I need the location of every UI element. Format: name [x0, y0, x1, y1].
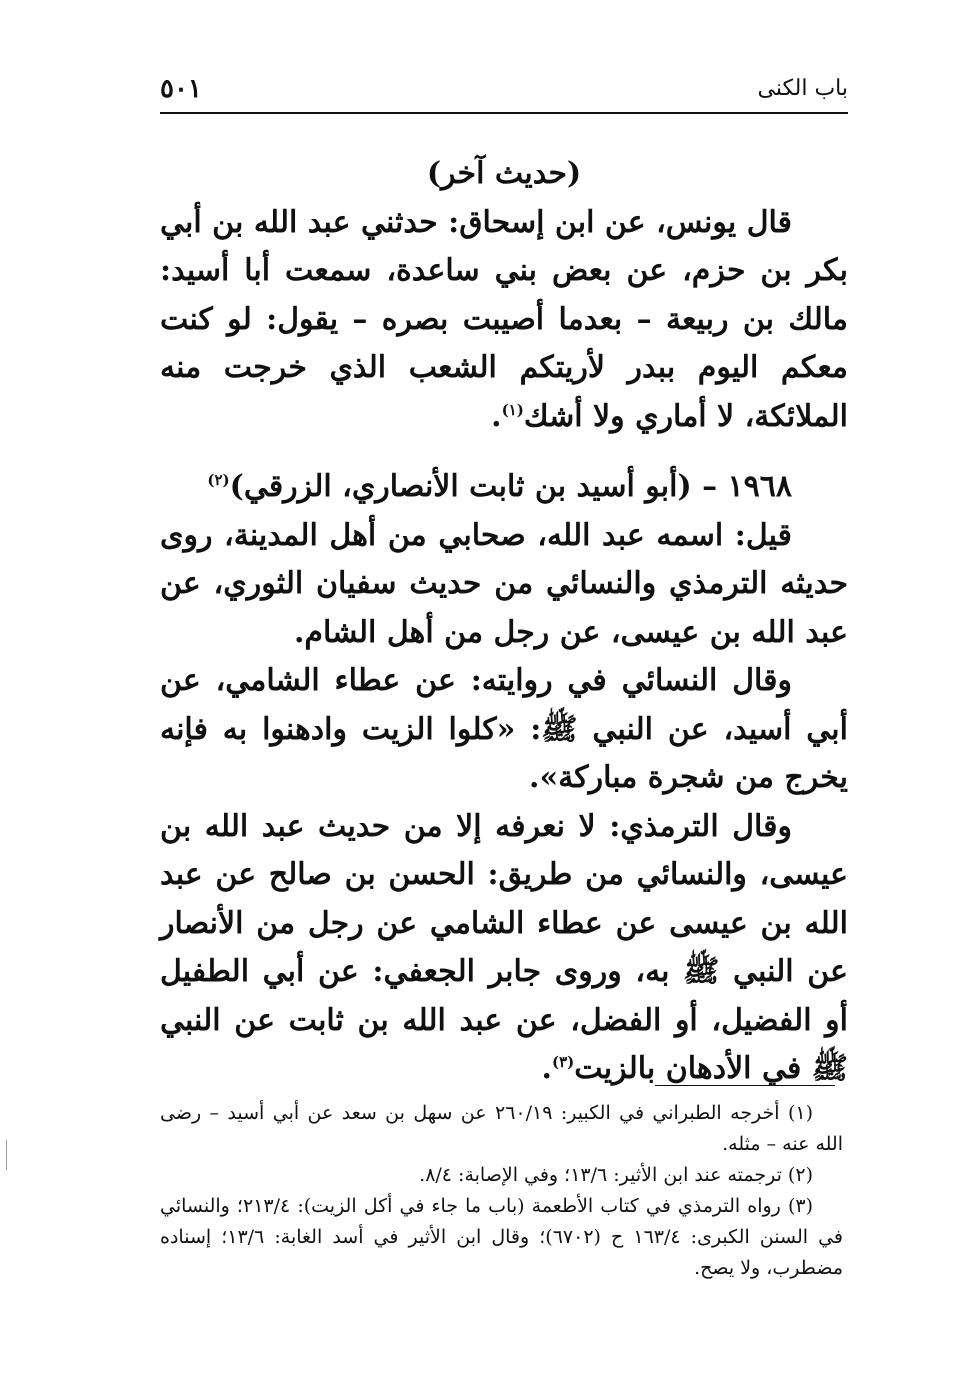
page-number: ٥٠١ — [160, 74, 202, 104]
paragraph: وقال النسائي في روايته: عن عطاء الشامي، عن أبي أسيد، عن النبي ﷺ: «كلوا الزيت وادهنوا به فإنه يخرج من شجرة مباركة». — [160, 663, 848, 795]
scan-margin-mark — [6, 1140, 7, 1170]
footnote-ref: (٢) — [207, 471, 230, 489]
entry-title: ١٩٦٨ – (أبو أسيد بن ثابت الأنصاري، الزرقي) — [229, 469, 792, 504]
footnote: (٣) رواه الترمذي في كتاب الأطعمة (باب ما جاء في أكل الزيت): ٢١٣/٤؛ والنسائي في السنن الكبرى: ١٦٣/٤ ح (٦٧٠٢)؛ وقال ابن الأثير في أسد الغابة: ١٣/٦؛ إسناده مضطرب، ولا يصح. — [160, 1195, 843, 1279]
footnotes — [160, 1098, 843, 1284]
paragraph — [160, 803, 848, 1094]
footnote-ref: (٣) — [552, 1053, 575, 1071]
section-heading: (حديث آخر) — [426, 156, 582, 191]
main-text — [160, 150, 848, 1094]
footnote: (٢) ترجمته عند ابن الأثير: ١٣/٦؛ وفي الإصابة: ٨/٤. — [419, 1164, 813, 1186]
paragraph-text: وقال الترمذي: لا نعرفه إلا من حديث عبد الله بن عيسى، والنسائي من طريق: الحسن بن صالح عن عبد الله بن عيسى عن عطاء الشامي عن رجل من الأنصار عن النبي ﷺ به، وروى جابر الجعفي: عن أبي الطفيل أو الفضيل، أو الفضل، عن عبد الله بن ثابت عن النبي ﷺ في الأدهان بالزيت — [160, 808, 848, 1086]
entry-heading — [160, 463, 848, 512]
footnote: (١) أخرجه الطبراني في الكبير: ٢٦٠/١٩ عن سهل بن سعد عن أبي أسيد – رضى الله عنه – مثله. — [160, 1102, 843, 1155]
chapter-title: باب الكنى — [757, 76, 848, 101]
footnote-rule — [655, 1085, 835, 1086]
paragraph-end: . — [491, 398, 502, 434]
paragraph-text: قال يونس، عن ابن إسحاق: حدثني عبد الله بن أبي بكر بن حزم، عن بعض بني ساعدة، سمعت أبا أسيد: مالك بن ربيعة – بعدما أصيبت بصره – يقول: لو كنت معكم اليوم ببدر لأريتكم الشعب الذي خرجت منه الملائكة، لا أماري ولا أشك — [160, 204, 848, 434]
running-header — [160, 70, 848, 110]
footnote-ref: (١) — [501, 400, 524, 419]
paragraph — [160, 199, 848, 442]
paragraph-end: . — [541, 1051, 552, 1086]
paragraph: قيل: اسمه عبد الله، صحابي من أهل المدينة، روى حديثه الترمذي والنسائي من حديث سفيان الثوري، عن عبد الله بن عيسى، عن رجل من أهل الشام. — [160, 517, 848, 650]
header-rule — [160, 112, 848, 114]
